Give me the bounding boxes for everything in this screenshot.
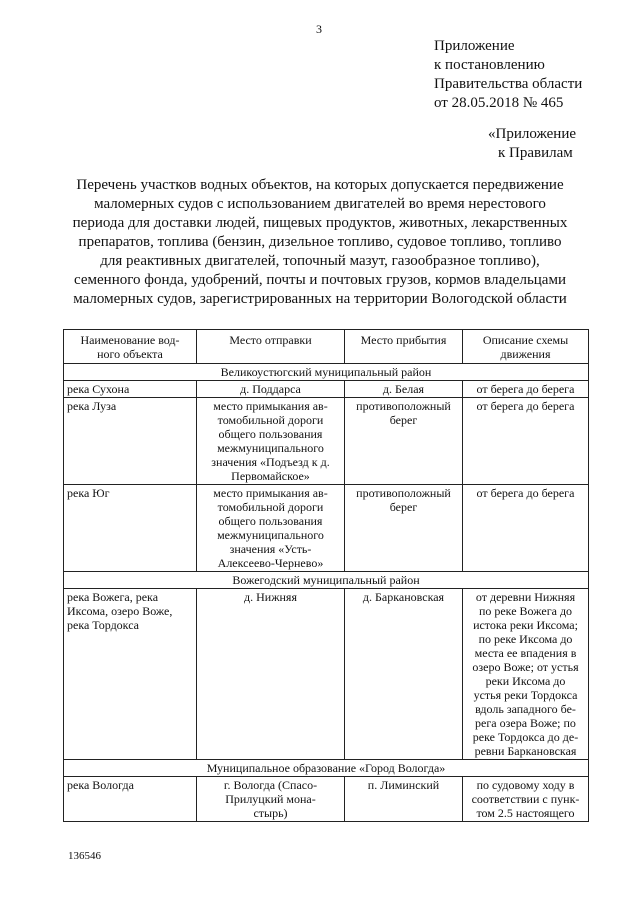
table-header-row <box>64 330 589 364</box>
arrival-cell <box>345 589 463 760</box>
rules-appendix-line: к Правилам <box>498 145 573 161</box>
arrival-cell <box>345 485 463 572</box>
appendix-line: Правительства области <box>434 76 583 92</box>
cell-line: значения «Усть- <box>229 542 312 556</box>
district-row <box>64 364 589 381</box>
scheme-cell <box>463 485 589 572</box>
cell-line: реки Иксома до <box>485 674 566 688</box>
departure-cell <box>197 485 345 572</box>
cell-line: река Тордокса <box>67 618 140 632</box>
cell-line: озеро Воже; от устья <box>472 660 579 674</box>
scheme-cell <box>463 381 589 398</box>
water-object-cell <box>64 398 197 485</box>
header-line: Место прибытия <box>360 333 447 347</box>
cell-line: река Луза <box>67 399 117 413</box>
title-line: семенного фонда, удобрений, почты и почтовых грузов, кормов владельцами <box>74 272 566 288</box>
cell-line: Прилуцкий мона- <box>225 792 316 806</box>
header-line: Описание схемы <box>482 333 569 347</box>
departure-cell <box>197 398 345 485</box>
title-line: Перечень участков водных объектов, на которых допускается передвижение <box>76 177 564 193</box>
district-row <box>64 760 589 777</box>
cell-line: г. Вологда (Спасо- <box>223 778 318 792</box>
header-line: движения <box>500 347 551 361</box>
scheme-cell <box>463 398 589 485</box>
cell-line: межмуниципального <box>217 441 324 455</box>
cell-line: д. Поддарса <box>240 382 301 396</box>
header-water-object <box>64 330 197 364</box>
cell-line: по реке Вожега до <box>478 604 573 618</box>
title-line: препаратов, топлива (бензин, дизельное топливо, судовое топливо, топливо <box>78 234 562 250</box>
cell-line: Алексеево-Чернево» <box>217 556 324 570</box>
header-line: Место отправки <box>229 333 312 347</box>
cell-line: Иксома, озеро Воже, <box>67 604 173 618</box>
cell-line: противоположный <box>356 486 451 500</box>
table-row <box>64 398 589 485</box>
departure-cell <box>197 777 345 822</box>
table-row <box>64 777 589 822</box>
cell-line: река Вожега, река <box>67 590 159 604</box>
table-row <box>64 485 589 572</box>
cell-line: противоположный <box>356 399 451 413</box>
header-line: Наименование вод- <box>80 333 180 347</box>
appendix-block <box>434 37 582 113</box>
document-code: 136546 <box>68 850 101 862</box>
cell-line: от деревни Нижняя <box>475 590 576 604</box>
document-title <box>40 176 600 309</box>
cell-line: от берега до берега <box>476 399 575 413</box>
cell-line: от берега до берега <box>476 486 575 500</box>
header-arrival <box>345 330 463 364</box>
cell-line: река Юг <box>67 486 110 500</box>
water-object-cell <box>64 777 197 822</box>
water-object-cell <box>64 589 197 760</box>
title-line: маломерных судов, зарегистрированных на территории Вологодской области <box>73 291 567 307</box>
cell-line: реке Тордокса до де- <box>472 730 579 744</box>
cell-line: соответствии с пунк- <box>471 792 580 806</box>
district-row <box>64 572 589 589</box>
cell-line: истока реки Иксома; <box>473 618 578 632</box>
cell-line: стырь) <box>253 806 288 820</box>
appendix-line: к постановлению <box>434 57 545 73</box>
routes-table <box>63 329 589 822</box>
cell-line: межмуниципального <box>217 528 324 542</box>
cell-line: от берега до берега <box>476 382 575 396</box>
cell-line: общего пользования <box>218 427 323 441</box>
cell-line: общего пользования <box>218 514 323 528</box>
cell-line: томобильной дороги <box>217 413 324 427</box>
cell-line: д. Баркановская <box>362 590 445 604</box>
rules-appendix-block <box>488 125 576 163</box>
cell-line: значения «Подъезд к д. <box>211 455 330 469</box>
cell-line: место примыкания ав- <box>213 486 328 500</box>
table-row <box>64 589 589 760</box>
cell-line: п. Лиминский <box>367 778 440 792</box>
header-scheme <box>463 330 589 364</box>
title-line: маломерных судов с использованием двигателей во время нерестового <box>94 196 546 212</box>
header-departure <box>197 330 345 364</box>
arrival-cell <box>345 777 463 822</box>
title-line: периода для доставки людей, пищевых продуктов, животных, лекарственных <box>72 215 568 231</box>
arrival-cell <box>345 381 463 398</box>
header-line: ного объекта <box>97 347 163 361</box>
cell-line: река Сухона <box>67 382 130 396</box>
departure-cell <box>197 381 345 398</box>
district-heading: Муниципальное образование «Город Вологда» <box>64 760 589 777</box>
district-heading: Великоустюгский муниципальный район <box>64 364 589 381</box>
title-line: для реактивных двигателей, топочный мазут, газообразное топливо), <box>100 253 540 269</box>
scheme-cell <box>463 777 589 822</box>
cell-line: места ее впадения в <box>474 646 577 660</box>
cell-line: вдоль западного бе- <box>475 702 576 716</box>
scheme-cell <box>463 589 589 760</box>
cell-line: д. Белая <box>382 382 425 396</box>
cell-line: место примыкания ав- <box>213 399 328 413</box>
cell-line: устья реки Тордокса <box>473 688 578 702</box>
appendix-line: Приложение <box>434 38 515 54</box>
page-number: 3 <box>316 22 322 36</box>
district-heading: Вожегодский муниципальный район <box>64 572 589 589</box>
cell-line: река Вологда <box>67 778 134 792</box>
cell-line: д. Нижняя <box>244 590 297 604</box>
water-object-cell <box>64 485 197 572</box>
cell-line: рега озера Воже; по <box>475 716 576 730</box>
appendix-line: от 28.05.2018 № 465 <box>434 95 564 111</box>
departure-cell <box>197 589 345 760</box>
rules-appendix-line: «Приложение <box>488 126 577 142</box>
cell-line: том 2.5 настоящего <box>476 806 575 820</box>
water-object-cell <box>64 381 197 398</box>
cell-line: берег <box>389 500 418 514</box>
cell-line: Первомайское» <box>231 469 310 483</box>
cell-line: ревни Баркановская <box>474 744 577 758</box>
table-row <box>64 381 589 398</box>
arrival-cell <box>345 398 463 485</box>
cell-line: по судовому ходу в <box>476 778 575 792</box>
cell-line: томобильной дороги <box>217 500 324 514</box>
cell-line: по реке Иксома до <box>478 632 573 646</box>
cell-line: берег <box>389 413 418 427</box>
